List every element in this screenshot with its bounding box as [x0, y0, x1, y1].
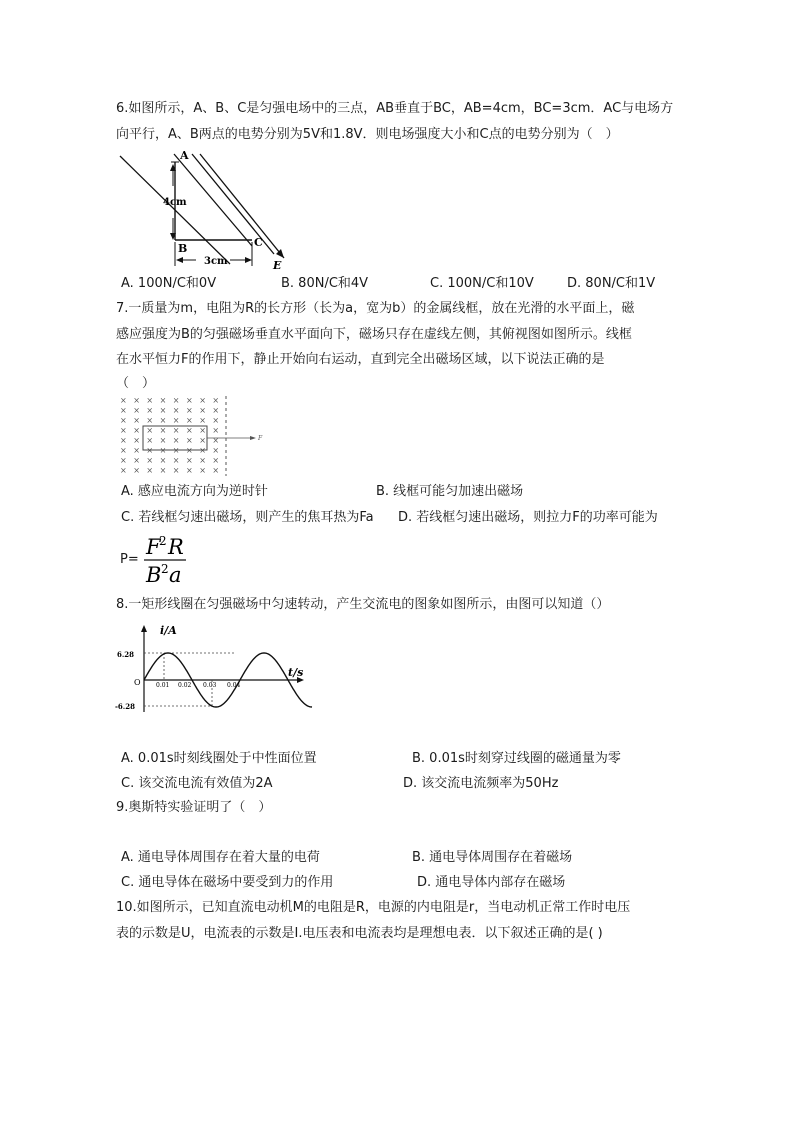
x-tick-2: 0.02 — [178, 682, 192, 689]
svg-text:×: × — [133, 456, 140, 465]
svg-text:×: × — [159, 416, 167, 425]
svg-text:×: × — [172, 396, 180, 405]
y-tick-negative: -6.28 — [115, 702, 135, 711]
svg-text:×: × — [212, 466, 220, 475]
svg-text:×: × — [120, 406, 127, 415]
svg-text:×: × — [146, 466, 154, 475]
svg-text:×: × — [146, 456, 154, 465]
q7-option-d[interactable]: D. 若线框匀速出磁场，则拉力F的功率可能为 — [398, 510, 658, 525]
point-a-label: A — [180, 149, 189, 162]
q9-option-a[interactable]: A. 通电导体周围存在着大量的电荷 — [121, 850, 320, 865]
svg-text:×: × — [212, 406, 220, 415]
svg-text:×: × — [159, 406, 167, 415]
svg-text:×: × — [146, 446, 154, 455]
svg-text:×: × — [212, 446, 220, 455]
svg-text:×: × — [120, 456, 127, 465]
svg-text:×: × — [133, 426, 140, 435]
svg-text:×: × — [186, 406, 193, 415]
origin-label: O — [134, 678, 141, 687]
svg-text:×: × — [186, 436, 193, 445]
svg-text:×: × — [186, 426, 193, 435]
power-formula — [116, 534, 226, 588]
svg-text:×: × — [159, 396, 167, 405]
svg-text:×: × — [212, 396, 220, 405]
svg-text:×: × — [120, 436, 127, 445]
svg-text:×: × — [212, 416, 220, 425]
svg-text:×: × — [120, 426, 127, 435]
svg-text:×: × — [199, 466, 206, 475]
q6-option-b[interactable]: B. 80N/C和4V — [281, 276, 369, 291]
svg-text:a: a — [169, 563, 182, 587]
x-tick-4: 0.04 — [227, 682, 241, 689]
svg-text:×: × — [199, 396, 206, 405]
q6-option-a[interactable]: A. 100N/C和0V — [121, 276, 217, 291]
svg-text:×: × — [159, 436, 167, 445]
svg-text:×: × — [172, 466, 180, 475]
svg-text:×: × — [133, 466, 140, 475]
svg-text:×: × — [186, 456, 193, 465]
svg-text:×: × — [172, 416, 180, 425]
svg-text:×: × — [133, 406, 140, 415]
svg-text:×: × — [120, 416, 127, 425]
svg-text:×: × — [186, 466, 193, 475]
svg-text:×: × — [146, 406, 154, 415]
svg-text:×: × — [186, 416, 193, 425]
svg-text:×: × — [212, 436, 220, 445]
force-f-label: F — [258, 435, 263, 442]
svg-text:×: × — [172, 426, 180, 435]
svg-text:×: × — [159, 466, 167, 475]
x-tick-3: 0.03 — [203, 682, 217, 689]
point-c-label: C — [254, 236, 263, 249]
svg-text:×: × — [172, 456, 180, 465]
svg-text:×: × — [172, 446, 180, 455]
q8-option-c[interactable]: C. 该交流电流有效值为2A — [121, 776, 273, 791]
svg-text:×: × — [159, 426, 167, 435]
svg-text:×: × — [146, 426, 154, 435]
q9-option-b[interactable]: B. 通电导体周围存在着磁场 — [412, 850, 573, 865]
q6-stem-line-2: 向平行，A、B两点的电势分别为5V和1.8V．则电场强度大小和C点的电势分别为（ ） — [116, 127, 619, 142]
svg-text:R: R — [168, 535, 184, 559]
q9-stem-line-1: 9.奥斯特实验证明了（ ） — [116, 800, 272, 815]
q7-stem-line-4: （ ） — [116, 376, 156, 391]
svg-text:×: × — [212, 456, 220, 465]
q7-stem-line-1: 7.一质量为m，电阻为R的长方形（长为a，宽为b）的金属线框，放在光滑的水平面上，磁 — [116, 301, 635, 316]
svg-text:×: × — [199, 416, 206, 425]
q6-stem-line-1: 6.如图所示，A、B、C是匀强电场中的三点，AB垂直于BC，AB=4cm，BC=3cm．AC与电场方 — [116, 101, 674, 116]
q8-option-d[interactable]: D. 该交流电流频率为50Hz — [403, 776, 559, 791]
svg-text:×: × — [146, 416, 154, 425]
svg-text:B: B — [146, 563, 162, 587]
q8-stem-line-1: 8.一矩形线圈在匀强磁场中匀速转动，产生交流电的图象如图所示，由图可以知道（） — [116, 597, 610, 612]
bc-length-label: 3cm — [204, 256, 228, 267]
q7-option-a[interactable]: A. 感应电流方向为逆时针 — [121, 484, 268, 499]
q8-option-a[interactable]: A. 0.01s时刻线圈处于中性面位置 — [121, 751, 317, 766]
svg-text:×: × — [186, 446, 193, 455]
svg-text:×: × — [199, 436, 206, 445]
svg-text:×: × — [120, 466, 127, 475]
svg-text:×: × — [172, 436, 180, 445]
q7-stem-line-2: 感应强度为B的匀强磁场垂直水平面向下，磁场只存在虚线左侧，其俯视图如图所示。线框 — [116, 327, 632, 342]
svg-text:×: × — [199, 406, 206, 415]
formula-prefix: P= — [120, 552, 139, 567]
svg-text:×: × — [199, 456, 206, 465]
q8-option-b[interactable]: B. 0.01s时刻穿过线圈的磁通量为零 — [412, 751, 621, 766]
svg-text:×: × — [120, 396, 127, 405]
svg-text:×: × — [133, 416, 140, 425]
q7-magnetic-field-figure — [116, 394, 282, 478]
q10-stem-line-2: 表的示数是U，电流表的示数是I.电压表和电流表均是理想电表．以下叙述正确的是( ) — [116, 926, 603, 941]
svg-text:×: × — [146, 396, 154, 405]
svg-text:×: × — [133, 446, 140, 455]
svg-text:×: × — [159, 456, 167, 465]
svg-text:×: × — [133, 436, 140, 445]
y-tick-positive: 6.28 — [117, 650, 135, 659]
field-e-label: E — [273, 259, 282, 270]
x-axis-label: t/s — [288, 666, 304, 679]
q6-option-d[interactable]: D. 80N/C和1V — [567, 276, 656, 291]
q7-stem-line-3: 在水平恒力F的作用下，静止开始向右运动，直到完全出磁场区域，以下说法正确的是 — [116, 352, 605, 367]
svg-text:×: × — [186, 396, 193, 405]
svg-text:×: × — [133, 396, 140, 405]
q10-stem-line-1: 10.如图所示，已知直流电动机M的电阻是R，电源的内电阻是r，当电动机正常工作时电压 — [116, 900, 631, 915]
svg-text:×: × — [199, 426, 206, 435]
q7-option-c[interactable]: C. 若线框匀速出磁场，则产生的焦耳热为Fa — [121, 510, 374, 525]
svg-text:F: F — [146, 535, 161, 559]
svg-text:×: × — [212, 426, 220, 435]
magnetic-field-crosses — [120, 396, 219, 475]
svg-text:×: × — [146, 436, 154, 445]
q7-option-b[interactable]: B. 线框可能匀加速出磁场 — [376, 484, 524, 499]
svg-text:×: × — [199, 446, 206, 455]
ab-length-label: 4cm — [163, 197, 187, 208]
svg-text:×: × — [159, 446, 167, 455]
q6-option-c[interactable]: C. 100N/C和10V — [430, 276, 534, 291]
q9-option-c[interactable]: C. 通电导体在磁场中要受到力的作用 — [121, 875, 334, 890]
q6-field-figure — [118, 146, 298, 270]
q9-option-d[interactable]: D. 通电导体内部存在磁场 — [417, 875, 566, 890]
svg-text:×: × — [172, 406, 180, 415]
point-b-label: B — [178, 242, 188, 255]
svg-text:×: × — [120, 446, 127, 455]
q8-current-graph — [114, 620, 324, 716]
svg-text:2: 2 — [159, 534, 167, 548]
y-axis-label: i/A — [160, 624, 177, 637]
x-tick-1: 0.01 — [156, 682, 170, 689]
svg-text:2: 2 — [161, 562, 169, 576]
